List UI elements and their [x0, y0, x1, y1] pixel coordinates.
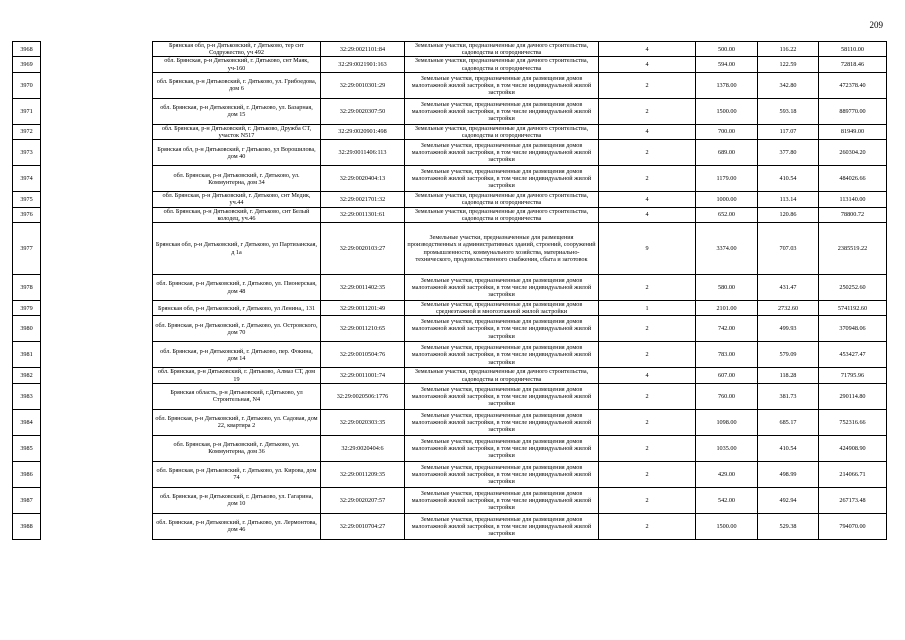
- land-use-cell: Земельные участки, предназначенные для размещения домов среднеэтажной и многоэтажной жилой застройки: [405, 301, 599, 316]
- cadastral-number-cell: 32:29:0021901:163: [321, 57, 405, 72]
- spacer-cell: [41, 98, 153, 124]
- row-number-cell: 3985: [13, 435, 41, 461]
- specific-value-cell: 431.47: [758, 275, 819, 301]
- address-cell: обл. Брянская, р-н Дятьковский, г. Дятьково, снт Медик, уч.44: [153, 192, 321, 207]
- area-cell: 689.00: [696, 140, 758, 166]
- row-number-cell: 3973: [13, 140, 41, 166]
- specific-value-cell: 579.09: [758, 342, 819, 368]
- specific-value-cell: 499.93: [758, 316, 819, 342]
- row-number-cell: 3986: [13, 461, 41, 487]
- area-cell: 1098.00: [696, 409, 758, 435]
- land-use-cell: Земельные участки, предназначенные для размещения производственных и административных зданий, строений, сооружений промышленности, коммунального хозяйства, материально-технического, продовольственного снабжения, сбыта и заготовок: [405, 223, 599, 275]
- cadastral-number-cell: 32:29:0020307:50: [321, 98, 405, 124]
- table-row: [13, 383, 887, 409]
- group-cell: 4: [599, 192, 696, 207]
- table-row: [13, 166, 887, 192]
- address-cell: обл. Брянская, р-н Дятьковский, г. Дятьково, ул. Пионерская, дом 48: [153, 275, 321, 301]
- spacer-cell: [41, 301, 153, 316]
- land-use-cell: Земельные участки, предназначенные для дачного строительства, садоводства и огородничества: [405, 57, 599, 72]
- address-cell: Брянская обл, р-н Дятьковский, г Дятьково, ул Ленина,, 131: [153, 301, 321, 316]
- cadastral-number-cell: 32:29:0011209:35: [321, 461, 405, 487]
- group-cell: 2: [599, 342, 696, 368]
- table-row: [13, 513, 887, 539]
- table-row: [13, 316, 887, 342]
- address-cell: обл. Брянская, р-н Дятьковский, г. Дятьково, ул. Коммунтерна, дом 36: [153, 435, 321, 461]
- group-cell: 2: [599, 166, 696, 192]
- group-cell: 2: [599, 461, 696, 487]
- table-row: [13, 207, 887, 222]
- land-use-cell: Земельные участки, предназначенные для дачного строительства, садоводства и огородничества: [405, 368, 599, 383]
- area-cell: 3374.00: [696, 223, 758, 275]
- specific-value-cell: 381.73: [758, 383, 819, 409]
- area-cell: 542.00: [696, 487, 758, 513]
- address-cell: обл. Брянская, р-н Дятьковский, г. Дятьково, ул. Садовая, дом 22, квартира 2: [153, 409, 321, 435]
- cadastral-value-cell: 214066.71: [819, 461, 887, 487]
- table-row: [13, 461, 887, 487]
- address-cell: обл. Брянская, р-н Дятьковский, г. Дятьково, Алмаз СТ, дом 19: [153, 368, 321, 383]
- cadastral-value-cell: 794070.00: [819, 513, 887, 539]
- group-cell: 4: [599, 42, 696, 57]
- spacer-cell: [41, 487, 153, 513]
- spacer-cell: [41, 316, 153, 342]
- group-cell: 2: [599, 275, 696, 301]
- cadastral-number-cell: 32:29:0011201:49: [321, 301, 405, 316]
- table-row: [13, 140, 887, 166]
- table-row: [13, 98, 887, 124]
- spacer-cell: [41, 57, 153, 72]
- row-number-cell: 3981: [13, 342, 41, 368]
- address-cell: обл. Брянская, р-н Дятьковский, г. Дятьково, снт Белый колодец, уч.46: [153, 207, 321, 222]
- specific-value-cell: 116.22: [758, 42, 819, 57]
- land-use-cell: Земельные участки, предназначенные для дачного строительства, садоводства и огородничества: [405, 192, 599, 207]
- group-cell: 2: [599, 435, 696, 461]
- area-cell: 607.00: [696, 368, 758, 383]
- specific-value-cell: 529.38: [758, 513, 819, 539]
- land-use-cell: Земельные участки, предназначенные для размещения домов малоэтажной жилой застройки, в том числе индивидуальной жилой застройки: [405, 275, 599, 301]
- land-use-cell: Земельные участки, предназначенные для размещения домов малоэтажной жилой застройки, в том числе индивидуальной жилой застройки: [405, 435, 599, 461]
- cadastral-number-cell: 32:29:0011210:65: [321, 316, 405, 342]
- cadastral-number-cell: 32:29:0011001:74: [321, 368, 405, 383]
- area-cell: 580.00: [696, 275, 758, 301]
- cadastral-number-cell: 32:29:0020103:27: [321, 223, 405, 275]
- row-number-cell: 3971: [13, 98, 41, 124]
- spacer-cell: [41, 275, 153, 301]
- area-cell: 1378.00: [696, 72, 758, 98]
- area-cell: 2101.00: [696, 301, 758, 316]
- cadastral-value-cell: 250252.60: [819, 275, 887, 301]
- spacer-cell: [41, 124, 153, 139]
- table-row: [13, 368, 887, 383]
- group-cell: 2: [599, 140, 696, 166]
- table-row: [13, 435, 887, 461]
- cadastral-number-cell: 32:29:0010704:27: [321, 513, 405, 539]
- specific-value-cell: 593.18: [758, 98, 819, 124]
- cadastral-number-cell: 32:29:0011402:35: [321, 275, 405, 301]
- row-number-cell: 3970: [13, 72, 41, 98]
- cadastral-value-cell: 290114.80: [819, 383, 887, 409]
- land-use-cell: Земельные участки, предназначенные для дачного строительства, садоводства и огородничества: [405, 207, 599, 222]
- row-number-cell: 3987: [13, 487, 41, 513]
- specific-value-cell: 122.59: [758, 57, 819, 72]
- specific-value-cell: 342.80: [758, 72, 819, 98]
- row-number-cell: 3969: [13, 57, 41, 72]
- cadastral-value-cell: 267173.48: [819, 487, 887, 513]
- cadastral-number-cell: 32:29:0010504:76: [321, 342, 405, 368]
- group-cell: 2: [599, 98, 696, 124]
- table-row: [13, 42, 887, 57]
- group-cell: 2: [599, 383, 696, 409]
- land-use-cell: Земельные участки, предназначенные для дачного строительства, садоводства и огородничества: [405, 42, 599, 57]
- address-cell: Брянская обл, р-н Дятьковский, г Дятьково, тер снт Содружество, уч 492: [153, 42, 321, 57]
- land-use-cell: Земельные участки, предназначенные для размещения домов малоэтажной жилой застройки, в том числе индивидуальной жилой застройки: [405, 409, 599, 435]
- cadastral-value-table: [12, 41, 887, 540]
- land-use-cell: Земельные участки, предназначенные для размещения домов малоэтажной жилой застройки, в том числе индивидуальной жилой застройки: [405, 513, 599, 539]
- cadastral-value-cell: 113140.00: [819, 192, 887, 207]
- row-number-cell: 3972: [13, 124, 41, 139]
- area-cell: 1179.00: [696, 166, 758, 192]
- table-row: [13, 409, 887, 435]
- spacer-cell: [41, 342, 153, 368]
- cadastral-value-cell: 78800.72: [819, 207, 887, 222]
- group-cell: 4: [599, 57, 696, 72]
- cadastral-number-cell: 32:29:0020207:57: [321, 487, 405, 513]
- cadastral-number-cell: 32:29:0021101:84: [321, 42, 405, 57]
- cadastral-number-cell: 32:29:0020404:13: [321, 166, 405, 192]
- spacer-cell: [41, 207, 153, 222]
- table-body: [13, 42, 887, 540]
- table-row: [13, 487, 887, 513]
- land-use-cell: Земельные участки, предназначенные для размещения домов малоэтажной жилой застройки, в том числе индивидуальной жилой застройки: [405, 461, 599, 487]
- cadastral-value-cell: 71795.96: [819, 368, 887, 383]
- row-number-cell: 3976: [13, 207, 41, 222]
- cadastral-number-cell: 32:29:0020506:1776: [321, 383, 405, 409]
- cadastral-number-cell: 32:29:0021701:32: [321, 192, 405, 207]
- spacer-cell: [41, 223, 153, 275]
- cadastral-value-cell: 484026.66: [819, 166, 887, 192]
- cadastral-value-cell: 453427.47: [819, 342, 887, 368]
- cadastral-value-cell: 752316.66: [819, 409, 887, 435]
- spacer-cell: [41, 461, 153, 487]
- area-cell: 594.00: [696, 57, 758, 72]
- area-cell: 652.00: [696, 207, 758, 222]
- spacer-cell: [41, 42, 153, 57]
- address-cell: обл. Брянская, р-н Дятьковский, г. Дятьково, снт Маяк, уч-160: [153, 57, 321, 72]
- row-number-cell: 3988: [13, 513, 41, 539]
- row-number-cell: 3968: [13, 42, 41, 57]
- group-cell: 4: [599, 124, 696, 139]
- area-cell: 760.00: [696, 383, 758, 409]
- row-number-cell: 3975: [13, 192, 41, 207]
- address-cell: обл. Брянская, р-н Дятьковский, г. Дятьково, ул. Грибоедова, дом 6: [153, 72, 321, 98]
- group-cell: 9: [599, 223, 696, 275]
- row-number-cell: 3977: [13, 223, 41, 275]
- group-cell: 2: [599, 72, 696, 98]
- area-cell: 1035.00: [696, 435, 758, 461]
- row-number-cell: 3984: [13, 409, 41, 435]
- land-use-cell: Земельные участки, предназначенные для размещения домов малоэтажной жилой застройки, в том числе индивидуальной жилой застройки: [405, 98, 599, 124]
- row-number-cell: 3979: [13, 301, 41, 316]
- group-cell: 2: [599, 487, 696, 513]
- specific-value-cell: 410.54: [758, 435, 819, 461]
- specific-value-cell: 498.99: [758, 461, 819, 487]
- table-row: [13, 57, 887, 72]
- cadastral-value-cell: 58110.00: [819, 42, 887, 57]
- cadastral-number-cell: 32:29:0020404:6: [321, 435, 405, 461]
- address-cell: обл. Брянская, р-н Дятьковский, г. Дятьково, ул. Кирова, дом 74: [153, 461, 321, 487]
- cadastral-number-cell: 32:29:0011301:61: [321, 207, 405, 222]
- area-cell: 1500.00: [696, 513, 758, 539]
- group-cell: 1: [599, 301, 696, 316]
- spacer-cell: [41, 383, 153, 409]
- area-cell: 1500.00: [696, 98, 758, 124]
- cadastral-value-cell: 2385519.22: [819, 223, 887, 275]
- cadastral-number-cell: 32:29:0010301:29: [321, 72, 405, 98]
- spacer-cell: [41, 513, 153, 539]
- row-number-cell: 3980: [13, 316, 41, 342]
- specific-value-cell: 118.28: [758, 368, 819, 383]
- address-cell: обл. Брянская, р-н Дятьковский, г. Дятьково, Дружба СТ, участок N517: [153, 124, 321, 139]
- spacer-cell: [41, 435, 153, 461]
- group-cell: 4: [599, 207, 696, 222]
- area-cell: 742.00: [696, 316, 758, 342]
- area-cell: 700.00: [696, 124, 758, 139]
- specific-value-cell: 113.14: [758, 192, 819, 207]
- address-cell: Брянская обл, р-н Дятьковский, г Дятьково, ул Ворошилова, дом 40: [153, 140, 321, 166]
- row-number-cell: 3982: [13, 368, 41, 383]
- group-cell: 2: [599, 513, 696, 539]
- land-use-cell: Земельные участки, предназначенные для размещения домов малоэтажной жилой застройки, в том числе индивидуальной жилой застройки: [405, 316, 599, 342]
- table-row: [13, 342, 887, 368]
- land-use-cell: Земельные участки, предназначенные для размещения домов малоэтажной жилой застройки, в том числе индивидуальной жилой застройки: [405, 72, 599, 98]
- spacer-cell: [41, 409, 153, 435]
- spacer-cell: [41, 72, 153, 98]
- land-use-cell: Земельные участки, предназначенные для размещения домов малоэтажной жилой застройки, в том числе индивидуальной жилой застройки: [405, 166, 599, 192]
- row-number-cell: 3974: [13, 166, 41, 192]
- spacer-cell: [41, 140, 153, 166]
- cadastral-value-cell: 72818.46: [819, 57, 887, 72]
- group-cell: 2: [599, 409, 696, 435]
- land-use-cell: Земельные участки, предназначенные для размещения домов малоэтажной жилой застройки, в том числе индивидуальной жилой застройки: [405, 342, 599, 368]
- table-row: [13, 124, 887, 139]
- table-row: [13, 275, 887, 301]
- cadastral-value-cell: 260304.20: [819, 140, 887, 166]
- area-cell: 429.00: [696, 461, 758, 487]
- specific-value-cell: 685.17: [758, 409, 819, 435]
- page-number: 209: [869, 20, 883, 30]
- area-cell: 783.00: [696, 342, 758, 368]
- cadastral-number-cell: 32:29:0020901:498: [321, 124, 405, 139]
- specific-value-cell: 707.03: [758, 223, 819, 275]
- address-cell: Брянская обл, р-н Дятьковский, г Дятьково, ул Партизанская, д 1а: [153, 223, 321, 275]
- specific-value-cell: 492.94: [758, 487, 819, 513]
- table-row: [13, 301, 887, 316]
- address-cell: обл. Брянская, р-н Дятьковский, г. Дятьково, ул. Коммунтерна, дом 34: [153, 166, 321, 192]
- address-cell: обл. Брянская, р-н Дятьковский, г. Дятьково, пер. Фокина, дом 14: [153, 342, 321, 368]
- table-row: [13, 223, 887, 275]
- specific-value-cell: 2732.60: [758, 301, 819, 316]
- land-use-cell: Земельные участки, предназначенные для размещения домов малоэтажной жилой застройки, в том числе индивидуальной жилой застройки: [405, 487, 599, 513]
- cadastral-value-cell: 370948.06: [819, 316, 887, 342]
- area-cell: 1000.00: [696, 192, 758, 207]
- cadastral-value-cell: 81949.00: [819, 124, 887, 139]
- land-use-cell: Земельные участки, предназначенные для дачного строительства, садоводства и огородничества: [405, 124, 599, 139]
- table-row: [13, 72, 887, 98]
- spacer-cell: [41, 368, 153, 383]
- table-row: [13, 192, 887, 207]
- row-number-cell: 3978: [13, 275, 41, 301]
- specific-value-cell: 410.54: [758, 166, 819, 192]
- address-cell: обл. Брянская, р-н Дятьковский, г. Дятьково, ул. Островского, дом 70: [153, 316, 321, 342]
- cadastral-value-cell: 472378.40: [819, 72, 887, 98]
- area-cell: 500.00: [696, 42, 758, 57]
- land-use-cell: Земельные участки, предназначенные для размещения домов малоэтажной жилой застройки, в том числе индивидуальной жилой застройки: [405, 140, 599, 166]
- address-cell: обл. Брянская, р-н Дятьковский, г. Дятьково, ул. Гагарина, дом 10: [153, 487, 321, 513]
- spacer-cell: [41, 192, 153, 207]
- cadastral-value-cell: 424908.90: [819, 435, 887, 461]
- cadastral-value-cell: 889770.00: [819, 98, 887, 124]
- row-number-cell: 3983: [13, 383, 41, 409]
- address-cell: Брянская область, р-н Дятьковский, г.Дятьково, ул Строительная, N4: [153, 383, 321, 409]
- spacer-cell: [41, 166, 153, 192]
- cadastral-number-cell: 32:29:0011406:113: [321, 140, 405, 166]
- land-use-cell: Земельные участки, предназначенные для размещения домов малоэтажной жилой застройки, в том числе индивидуальной жилой застройки: [405, 383, 599, 409]
- address-cell: обл. Брянская, р-н Дятьковский, г. Дятьково, ул. Лермонтова, дом 46: [153, 513, 321, 539]
- specific-value-cell: 120.86: [758, 207, 819, 222]
- address-cell: обл. Брянская, р-н Дятьковский, г. Дятьково, ул. Базарная, дом 15: [153, 98, 321, 124]
- group-cell: 2: [599, 316, 696, 342]
- cadastral-value-cell: 5741192.60: [819, 301, 887, 316]
- cadastral-number-cell: 32:29:0020303:35: [321, 409, 405, 435]
- specific-value-cell: 117.07: [758, 124, 819, 139]
- group-cell: 4: [599, 368, 696, 383]
- specific-value-cell: 377.80: [758, 140, 819, 166]
